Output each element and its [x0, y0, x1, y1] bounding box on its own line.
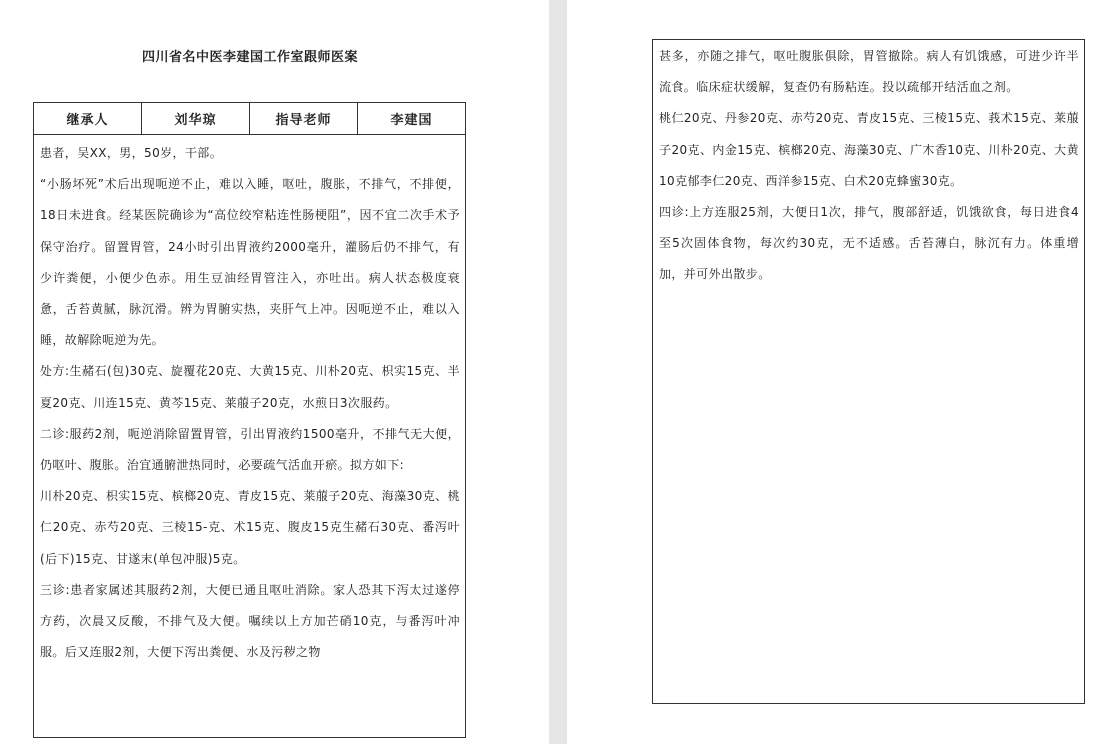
- successor-label: 继承人: [34, 103, 142, 134]
- patient-info: 患者，吴XX，男，50岁，干部。: [40, 146, 223, 160]
- document-page-2: [567, 0, 1117, 744]
- case-text-page-1: [34, 135, 465, 668]
- prescription-3: 桃仁20克、丹参20克、赤芍20克、青皮15克、三棱15克、莪术15克、莱菔子20克、内金15克、槟榔20克、海藻30克、广木香10克、川朴20克、大黄10克郁李仁20克、西洋参15克、白术20克蜂蜜30克。: [659, 111, 1079, 188]
- prescription-1: 处方:生赭石(包)30克、旋覆花20克、大黄15克、川朴20克、枳实15克、半夏20克、川连15克、黄芩15克、莱菔子20克，水煎日3次服药。: [40, 364, 460, 410]
- second-visit: 二诊:服药2剂，呃逆消除留置胃管，引出胃液约1500毫升，不排气无大便，仍呕叶、腹胀。治宜通腑泄热同时，必要疏气活血开瘀。拟方如下:: [40, 426, 460, 473]
- case-text-page-2: [653, 40, 1084, 291]
- third-visit: 三诊:患者家属述其服药2剂，大便已通且呕吐消除。家人恐其下泻太过遂停方药，次晨又反酸，不排气及大便。嘱续以上方加芒硝10克，与番泻叶冲服。后又连服2剂，大便下泻出粪便、水及污秽之物: [40, 582, 460, 660]
- third-visit-continued: 甚多，亦随之排气，呕吐腹胀俱除，胃管撤除。病人有饥饿感，可进少许半流食。临床症状缓解，复查仍有肠粘连。投以疏郁开结活血之剂。: [659, 49, 1079, 95]
- prescription-2: 川朴20克、枳实15克、槟榔20克、青皮15克、莱菔子20克、海藻30克、桃仁20克、赤芍20克、三棱15-克、术15克、腹皮15克生赭石30克、番泻叶(后下)15克、甘遂末(单包冲服)5克。: [40, 489, 460, 566]
- successor-name: 刘华琼: [142, 103, 250, 134]
- mentor-label: 指导老师: [250, 103, 358, 134]
- case-record-box-continued: [652, 39, 1085, 704]
- mentor-name: 李建国: [390, 113, 433, 128]
- header-row: [34, 103, 465, 135]
- document-title: 四川省名中医李建国工作室跟师医案: [141, 50, 358, 65]
- fourth-visit: 四诊:上方连服25剂，大便日1次，排气，腹部舒适，饥饿欲食，每日进食4至5次固体食物，每次约30克，无不适感。舌苔薄白，脉沉有力。体重增加，并可外出散步。: [659, 205, 1079, 282]
- case-record-box: [33, 102, 466, 738]
- document-page-1: [0, 0, 549, 744]
- case-history: “小肠坏死”术后出现呃逆不止，难以入睡，呕吐，腹胀，不排气，不排便，18日未进食。经某医院确诊为“高位绞窄粘连性肠梗阻”，因不宜二次手术予保守治疗。留置胃管，24小时引出胃液约2000毫升，灌肠后仍不排气，有少许粪便，小便少色赤。用生豆油经胃管注入，亦吐出。病人状态极度衰惫，舌苔黄腻，脉沉滑。辨为胃腑实热，夹肝气上冲。因呃逆不止，难以入睡，故解除呃逆为先。: [40, 177, 460, 348]
